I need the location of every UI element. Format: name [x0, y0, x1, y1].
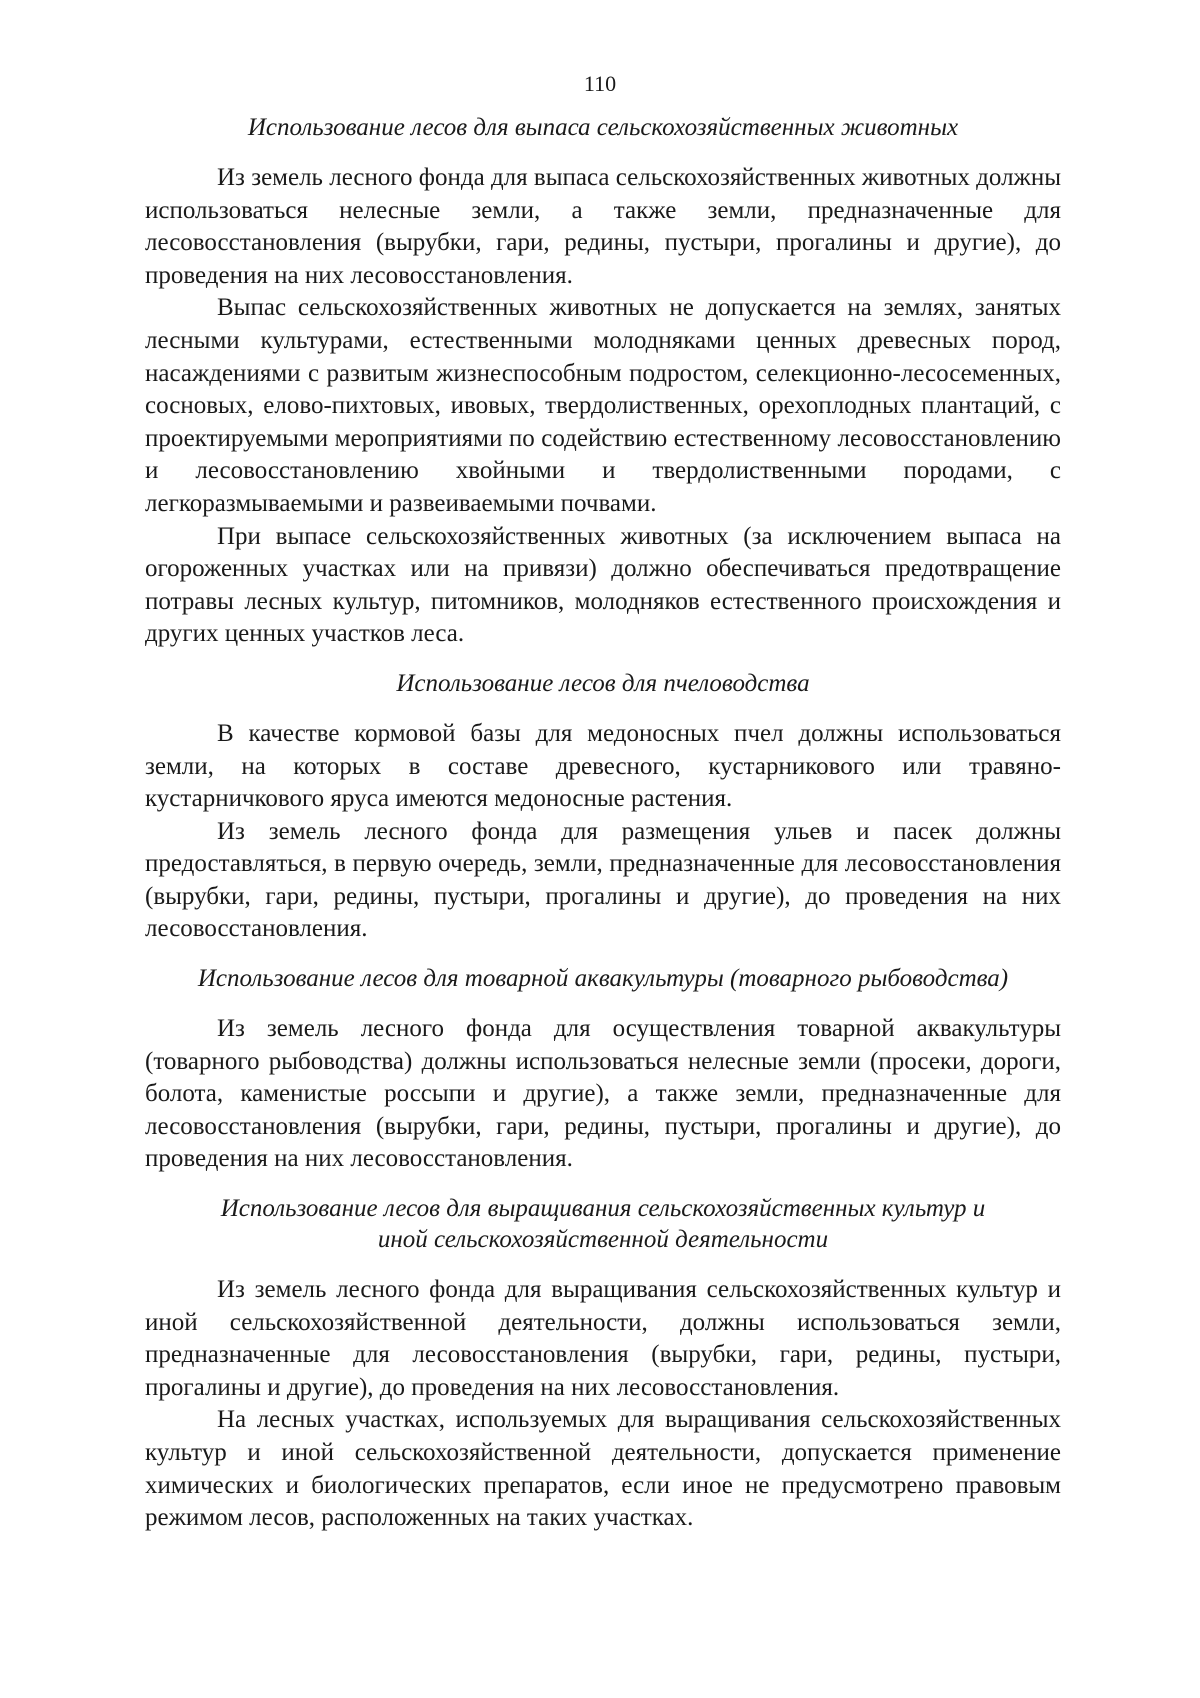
paragraph: Из земель лесного фонда для выращивания сельскохозяйственных культур и иной сельскохозяйственной деятельности, должны использоваться земли, предназначенные для лесовосстановления (вырубки, гари, редины, пустыри, прогалины и другие), до проведения на них лесовосстановления. [145, 1276, 1061, 1401]
section-heading [145, 668, 1061, 699]
section-beekeeping [145, 668, 1061, 946]
heading-line: Использование лесов для пчеловодства [396, 669, 810, 697]
section-heading [145, 963, 1061, 994]
paragraph: При выпасе сельскохозяйственных животных (за исключением выпаса на огороженных участках или на привязи) должно обеспечиваться предотвращение потравы лесных культур, питомников, молодняков естественного происхождения и других ценных участков леса. [145, 522, 1061, 648]
paragraph: Из земель лесного фонда для осуществления товарной аквакультуры (товарного рыбоводства) должны использоваться нелесные земли (просеки, дороги, болота, каменистые россыпи и другие), а также земли, предназначенные для лесовосстановления (вырубки, гари, редины, пустыри, прогалины и другие), до проведения на них лесовосстановления. [145, 1015, 1061, 1173]
section-heading [145, 112, 1061, 143]
section-aquaculture [145, 963, 1061, 1176]
paragraph: Выпас сельскохозяйственных животных не допускается на землях, занятых лесными культурами, естественными молодняками ценных древесных пород, насаждениями с развитым жизнеспособным подростом, селекционно-лесосеменных, сосновых, елово-пихтовых, ивовых, твердолиственных, орехоплодных плантаций, с проектируемыми мероприятиями по содействию естественному лесовосстановлению и лесовосстановлению хвойными и твердолиственными породами, с легкоразмываемыми и развеиваемыми почвами. [145, 294, 1061, 517]
heading-line: Использование лесов для выращивания сельскохозяйственных культур и [220, 1195, 986, 1223]
section-grazing [145, 112, 1061, 651]
paragraph: В качестве кормовой базы для медоносных пчел должны использоваться земли, на которых в составе древесного, кустарникового или травяно-кустарничкового яруса имеются медоносные растения. [145, 719, 1061, 813]
heading-line: Использование лесов для товарной аквакультуры (товарного рыбоводства) [197, 965, 1009, 993]
section-heading [145, 1193, 1061, 1255]
heading-line: иной сельскохозяйственной деятельности [377, 1226, 829, 1254]
section-agriculture [145, 1193, 1061, 1535]
heading-line: Использование лесов для выпаса сельскохозяйственных животных [247, 114, 959, 141]
page-number: 110 [583, 71, 617, 96]
paragraph: Из земель лесного фонда для размещения ульев и пасек должны предоставляться, в первую очередь, земли, предназначенные для лесовосстановления (вырубки, гари, редины, пустыри, прогалины и другие), до проведения на них лесовосстановления. [145, 817, 1061, 943]
document-body [145, 112, 1061, 1535]
paragraph: Из земель лесного фонда для выпаса сельскохозяйственных животных должны использоваться нелесные земли, а также земли, предназначенные для лесовосстановления (вырубки, гари, редины, пустыри, прогалины и другие), до проведения на них лесовосстановления. [145, 164, 1061, 289]
paragraph: На лесных участках, используемых для выращивания сельскохозяйственных культур и иной сельскохозяйственной деятельности, допускается применение химических и биологических препаратов, если иное не предусмотрено правовым режимом лесов, расположенных на таких участках. [145, 1406, 1061, 1532]
